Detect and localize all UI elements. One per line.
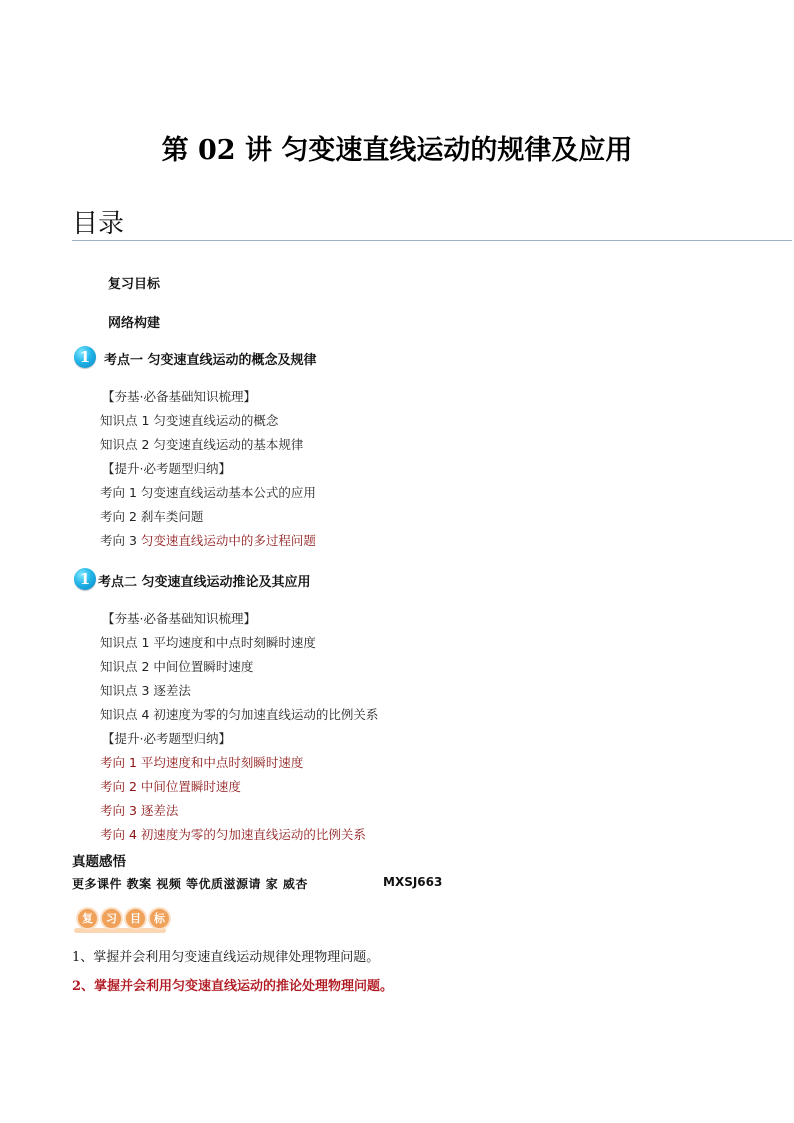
toc-item-network[interactable]: 网络构建 bbox=[108, 316, 161, 331]
toc-knowledge-item[interactable]: 知识点 2 中间位置瞬时速度 bbox=[100, 659, 254, 674]
promo-code: MXSJ663 bbox=[383, 875, 443, 889]
tag-char: 目 bbox=[124, 907, 147, 930]
toc-direction-item[interactable]: 考向 2 刹车类问题 bbox=[100, 509, 204, 524]
toc-direction-item[interactable] bbox=[100, 531, 316, 549]
direction-text: 匀变速直线运动中的多过程问题 bbox=[140, 533, 316, 548]
toc-knowledge-item[interactable]: 知识点 1 平均速度和中点时刻瞬时速度 bbox=[100, 635, 316, 650]
toc-direction-item[interactable]: 考向 4 初速度为零的匀加速直线运动的比例关系 bbox=[100, 827, 366, 842]
page-title: 第 02 讲 匀变速直线运动的规律及应用 bbox=[161, 135, 633, 166]
goal-item: 1、掌握并会利用匀变速直线运动规律处理物理问题。 bbox=[72, 950, 380, 965]
toc-knowledge-item[interactable]: 知识点 2 匀变速直线运动的基本规律 bbox=[100, 437, 304, 452]
toc-heading: 目录 bbox=[72, 209, 125, 239]
toc-direction-item[interactable]: 考向 1 匀变速直线运动基本公式的应用 bbox=[100, 485, 316, 500]
toc-item-real-questions[interactable]: 真题感悟 bbox=[72, 854, 126, 870]
promo-text: 更多课件 教案 视频 等优质滋源请 家 威杏 bbox=[72, 877, 308, 891]
toc-improve-label[interactable]: 【提升·必考题型归纳】 bbox=[102, 731, 231, 746]
toc-section-1[interactable]: 考点一 匀变速直线运动的概念及规律 bbox=[104, 353, 317, 368]
goal-item: 2、掌握并会利用匀变速直线运动的推论处理物理问题。 bbox=[72, 979, 394, 994]
number-badge-icon: 1 bbox=[74, 568, 96, 590]
tag-char: 标 bbox=[148, 907, 171, 930]
toc-basics-label[interactable]: 【夯基·必备基础知识梳理】 bbox=[102, 611, 256, 626]
tag-char: 习 bbox=[100, 907, 123, 930]
toc-direction-item[interactable]: 考向 2 中间位置瞬时速度 bbox=[100, 779, 241, 794]
review-goals-tag bbox=[76, 907, 172, 933]
tag-char: 复 bbox=[76, 907, 99, 930]
toc-direction-item[interactable]: 考向 3 逐差法 bbox=[100, 803, 179, 818]
toc-section-2[interactable]: 考点二 匀变速直线运动推论及其应用 bbox=[98, 575, 311, 590]
direction-prefix: 考向 3 bbox=[100, 533, 141, 548]
toc-improve-label[interactable]: 【提升·必考题型归纳】 bbox=[102, 461, 231, 476]
toc-knowledge-item[interactable]: 知识点 1 匀变速直线运动的概念 bbox=[100, 413, 279, 428]
toc-direction-item[interactable]: 考向 1 平均速度和中点时刻瞬时速度 bbox=[100, 755, 304, 770]
number-badge-icon: 1 bbox=[74, 346, 96, 368]
toc-knowledge-item[interactable]: 知识点 4 初速度为零的匀加速直线运动的比例关系 bbox=[100, 707, 379, 722]
toc-basics-label[interactable]: 【夯基·必备基础知识梳理】 bbox=[102, 389, 256, 404]
toc-knowledge-item[interactable]: 知识点 3 逐差法 bbox=[100, 683, 191, 698]
toc-divider bbox=[72, 240, 792, 241]
toc-item-review-goals[interactable]: 复习目标 bbox=[108, 277, 161, 292]
